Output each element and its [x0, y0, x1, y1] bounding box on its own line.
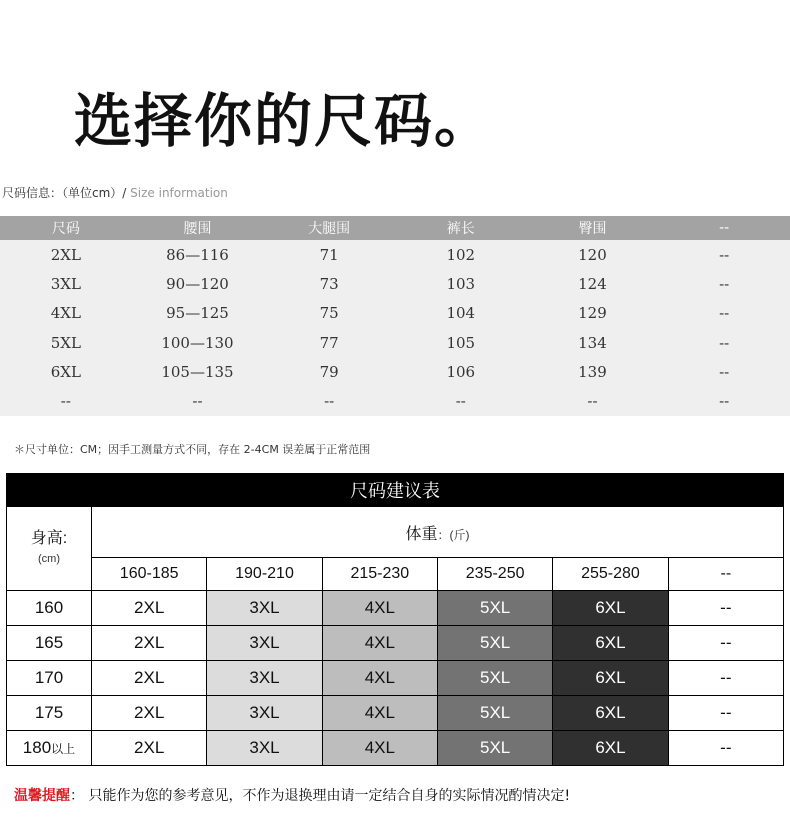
size-cell: 4XL — [322, 626, 437, 661]
header-size: 尺码 — [0, 216, 132, 240]
size-cell: 3XL — [207, 731, 322, 766]
cell: 129 — [578, 304, 607, 323]
cell: -- — [455, 392, 466, 411]
table-row — [0, 328, 790, 357]
size-cell: 6XL — [553, 626, 668, 661]
cell: 6XL — [50, 362, 81, 381]
cell: 124 — [578, 274, 607, 293]
height-value — [7, 731, 92, 766]
size-cell: 2XL — [92, 626, 207, 661]
cell: 77 — [319, 333, 339, 352]
reminder — [14, 785, 570, 805]
table-row — [0, 387, 790, 416]
cell: -- — [192, 392, 203, 411]
table-row — [7, 696, 784, 731]
cell: 73 — [319, 274, 339, 293]
cell: 139 — [578, 362, 607, 381]
cell: 86—116 — [166, 245, 229, 264]
cell: 103 — [446, 274, 476, 293]
cell: -- — [324, 392, 335, 411]
rec-table-title: 尺码建议表 — [7, 474, 784, 507]
size-cell: 2XL — [92, 696, 207, 731]
size-info-label — [2, 184, 228, 201]
size-cell: 5XL — [437, 731, 552, 766]
size-cell: 3XL — [207, 696, 322, 731]
height-value — [7, 626, 92, 661]
size-cell: 5XL — [437, 626, 552, 661]
weight-range: 255-280 — [553, 558, 668, 591]
cell: 4XL — [50, 304, 81, 323]
rec-range-row — [7, 558, 784, 591]
size-cell: 3XL — [207, 661, 322, 696]
header-hip: 臀围 — [527, 216, 659, 240]
cell: 106 — [446, 362, 476, 381]
page-title: 选择你的尺码。 — [74, 87, 495, 155]
cell: 75 — [319, 304, 339, 323]
cell: -- — [719, 245, 730, 264]
cell: -- — [719, 333, 730, 352]
size-cell: 6XL — [553, 591, 668, 626]
cell: 2XL — [50, 245, 81, 264]
weight-range: 235-250 — [437, 558, 552, 591]
table-row — [0, 299, 790, 328]
cell: -- — [587, 392, 598, 411]
cell: 134 — [578, 333, 607, 352]
reminder-label: 温馨提醒 — [14, 788, 70, 804]
table-row — [7, 661, 784, 696]
cell: -- — [719, 392, 730, 411]
cell: -- — [719, 274, 730, 293]
table-row — [0, 357, 790, 386]
size-info-en: Size information — [126, 186, 228, 200]
size-cell: 4XL — [322, 591, 437, 626]
height-unit: (cm) — [38, 552, 60, 565]
cell: -- — [719, 304, 730, 323]
size-cell: 2XL — [92, 661, 207, 696]
size-cell: -- — [668, 661, 783, 696]
size-cell: 3XL — [207, 591, 322, 626]
rec-weight-row — [7, 507, 784, 558]
size-cell: -- — [668, 626, 783, 661]
cell: 79 — [319, 362, 339, 381]
size-cell: -- — [668, 731, 783, 766]
cell: 105 — [446, 333, 476, 352]
cell: 104 — [446, 304, 476, 323]
cell: 71 — [319, 245, 339, 264]
size-info-table — [0, 216, 790, 416]
cell: 5XL — [50, 333, 81, 352]
size-cell: 2XL — [92, 731, 207, 766]
cell: -- — [60, 392, 71, 411]
cell: 120 — [578, 245, 607, 264]
size-cell: 5XL — [437, 591, 552, 626]
header-waist: 腰围 — [132, 216, 264, 240]
size-table-header-row — [0, 216, 790, 240]
reminder-text: 只能作为您的参考意见，不作为退换理由请一定结合自身的实际情况酌情决定! — [84, 788, 571, 804]
size-cell: 4XL — [322, 661, 437, 696]
size-cell: 6XL — [553, 731, 668, 766]
height-number: 165 — [34, 633, 64, 652]
table-row — [0, 269, 790, 298]
size-cell: 4XL — [322, 731, 437, 766]
table-row — [7, 591, 784, 626]
cell: 102 — [446, 245, 476, 264]
cell: 100—130 — [161, 333, 234, 352]
header-length: 裤长 — [395, 216, 527, 240]
cell: 3XL — [50, 274, 81, 293]
weight-unit: ：(斤) — [437, 527, 470, 542]
height-suffix: 以上 — [51, 742, 76, 756]
table-row — [7, 626, 784, 661]
size-cell: 5XL — [437, 696, 552, 731]
size-cell: 2XL — [92, 591, 207, 626]
measurement-note: ＊尺寸单位：CM；因手工测量方式不同，存在 2-4CM 误差属于正常范围 — [14, 443, 371, 456]
size-cell: -- — [668, 591, 783, 626]
cell: 90—120 — [166, 274, 229, 293]
weight-header — [92, 507, 784, 558]
reminder-colon: ： — [70, 788, 84, 804]
cell: -- — [719, 362, 730, 381]
height-value — [7, 696, 92, 731]
table-row — [7, 731, 784, 766]
height-number: 175 — [34, 703, 64, 722]
weight-label: 体重 — [405, 525, 438, 543]
size-cell: 3XL — [207, 626, 322, 661]
size-cell: 5XL — [437, 661, 552, 696]
weight-range: -- — [668, 558, 783, 591]
size-cell: 4XL — [322, 696, 437, 731]
height-value — [7, 661, 92, 696]
size-cell: 6XL — [553, 696, 668, 731]
weight-range: 215-230 — [322, 558, 437, 591]
cell: 105—135 — [161, 362, 234, 381]
weight-range: 190-210 — [207, 558, 322, 591]
size-cell: 6XL — [553, 661, 668, 696]
height-number: 180 — [22, 738, 52, 757]
height-header — [7, 507, 92, 591]
height-number: 160 — [34, 598, 64, 617]
size-cell: -- — [668, 696, 783, 731]
table-row — [0, 240, 790, 269]
size-recommendation-table — [6, 473, 784, 766]
weight-range: 160-185 — [92, 558, 207, 591]
cell: 95—125 — [166, 304, 229, 323]
size-info-cn: 尺码信息：（单位cm）/ — [2, 186, 127, 200]
height-value — [7, 591, 92, 626]
rec-title-row — [7, 474, 784, 507]
height-label: 身高: — [30, 529, 68, 547]
height-number: 170 — [34, 668, 64, 687]
header-thigh: 大腿围 — [263, 216, 395, 240]
header-extra: -- — [658, 216, 790, 240]
